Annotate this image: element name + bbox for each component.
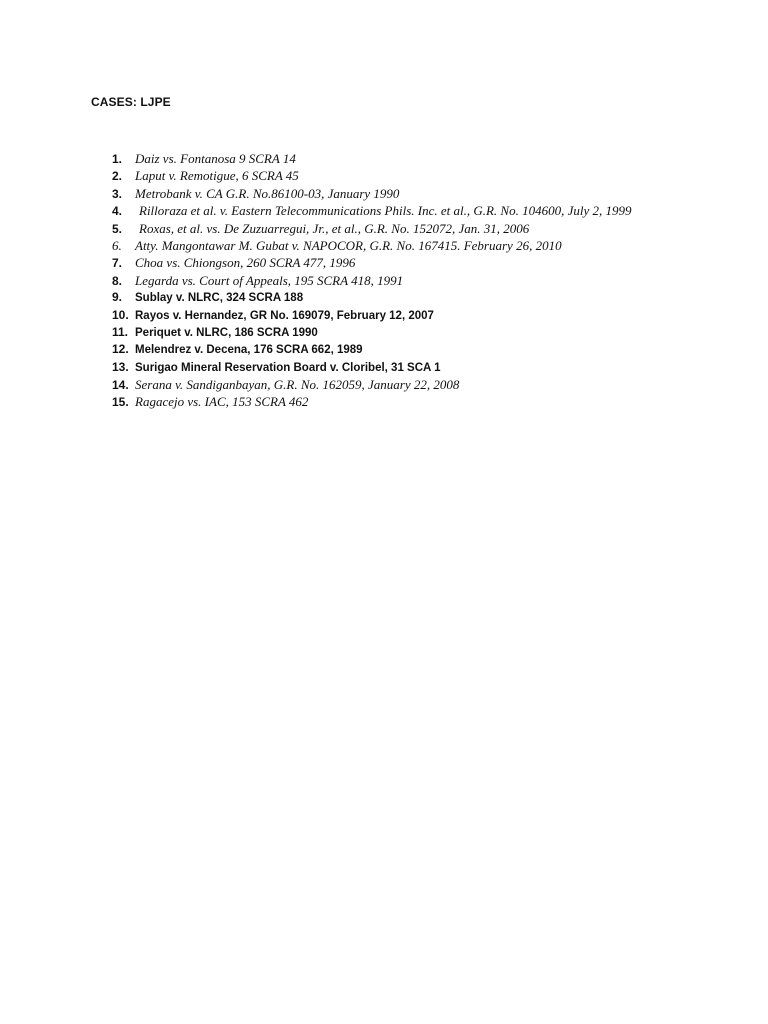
case-citation: Metrobank v. CA G.R. No.86100-03, January 1990 bbox=[135, 185, 400, 201]
case-item bbox=[112, 377, 752, 394]
case-citation: Rayos v. Hernandez, GR No. 169079, February 12, 2007 bbox=[135, 309, 434, 322]
case-citation: Atty. Mangontawar M. Gubat v. NAPOCOR, G.R. No. 167415. February 26, 2010 bbox=[135, 237, 562, 253]
case-item bbox=[112, 151, 752, 168]
case-item bbox=[112, 290, 752, 307]
case-item bbox=[112, 273, 752, 290]
case-item bbox=[112, 168, 752, 185]
case-citation: Daiz vs. Fontanosa 9 SCRA 14 bbox=[135, 151, 296, 166]
case-item bbox=[112, 186, 752, 203]
case-item bbox=[112, 238, 752, 255]
case-number: 12. bbox=[112, 342, 129, 357]
case-number: 10. bbox=[112, 307, 129, 322]
case-citation: Legarda vs. Court of Appeals, 195 SCRA 418, 1991 bbox=[135, 272, 404, 288]
case-number: 1. bbox=[112, 152, 123, 166]
case-citation: Periquet v. NLRC, 186 SCRA 1990 bbox=[135, 326, 318, 339]
case-number: 13. bbox=[112, 359, 129, 374]
case-citation: Surigao Mineral Reservation Board v. Cloribel, 31 SCA 1 bbox=[135, 361, 441, 374]
case-citation: Melendrez v. Decena, 176 SCRA 662, 1989 bbox=[135, 344, 363, 357]
case-item bbox=[112, 325, 752, 342]
case-item bbox=[112, 342, 752, 359]
case-list bbox=[112, 151, 752, 412]
case-number: 6. bbox=[112, 237, 122, 253]
case-citation: Serana v. Sandiganbayan, G.R. No. 162059, January 22, 2008 bbox=[135, 377, 460, 393]
case-item bbox=[112, 255, 752, 272]
case-number: 2. bbox=[112, 169, 123, 184]
case-number: 15. bbox=[112, 395, 129, 410]
case-citation: Ragacejo vs. IAC, 153 SCRA 462 bbox=[135, 394, 309, 410]
case-item bbox=[112, 203, 752, 220]
case-citation: Laput v. Remotigue, 6 SCRA 45 bbox=[135, 168, 299, 184]
case-number: 3. bbox=[112, 186, 123, 201]
case-number: 7. bbox=[112, 256, 123, 271]
case-number: 14. bbox=[112, 378, 129, 393]
case-citation: Rilloraza et al. v. Eastern Telecommunications Phils. Inc. et al., G.R. No. 104600, July 2, 1999 bbox=[139, 203, 632, 219]
case-number: 4. bbox=[112, 204, 123, 219]
case-item bbox=[112, 308, 752, 325]
case-number: 5. bbox=[112, 221, 123, 236]
case-item bbox=[112, 394, 752, 411]
case-citation: Roxas, et al. vs. De Zuzuarregui, Jr., et al., G.R. No. 152072, Jan. 31, 2006 bbox=[139, 220, 530, 236]
document-title: CASES: LJPE bbox=[91, 95, 171, 109]
case-number: 9. bbox=[112, 290, 123, 305]
case-citation: Choa vs. Chiongson, 260 SCRA 477, 1996 bbox=[135, 255, 356, 271]
case-citation: Sublay v. NLRC, 324 SCRA 188 bbox=[135, 292, 304, 305]
case-item bbox=[112, 360, 752, 377]
case-item bbox=[112, 221, 752, 238]
case-number: 8. bbox=[112, 273, 123, 288]
case-number: 11. bbox=[112, 324, 129, 339]
